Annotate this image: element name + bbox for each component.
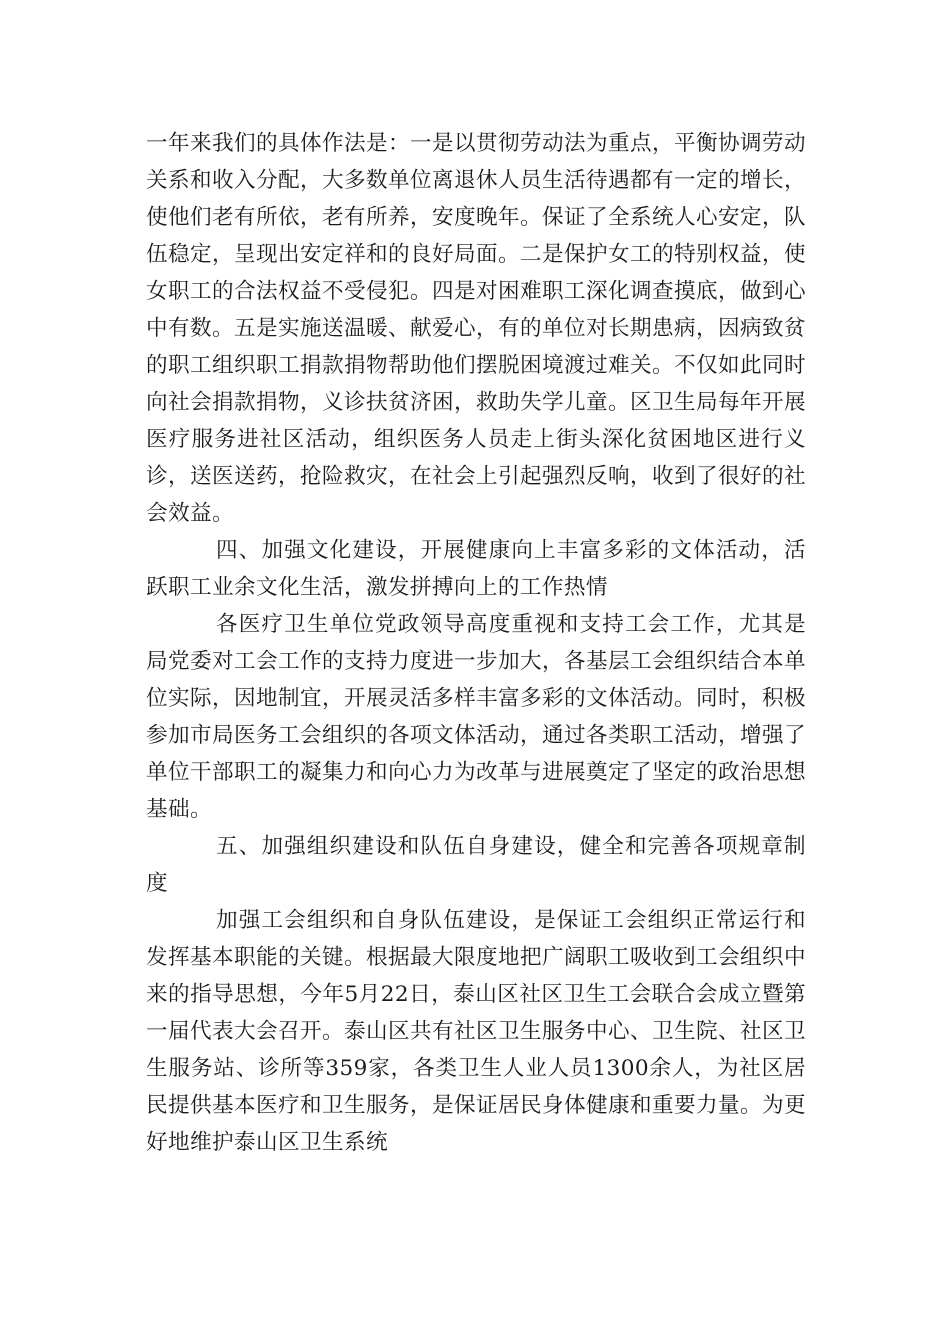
body-paragraph-3: 加强工会组织和自身队伍建设，是保证工会组织正常运行和发挥基本职能的关键。根据最大限度地把广阔职工吸收到工会组织中来的指导思想，今年5月22日，泰山区社区卫生工会联合会成立暨第一届代表大会召开。泰山区共有社区卫生服务中心、卫生院、社区卫生服务站、诊所等359家，各类卫生人业人员1300余人，为社区居民提供基本医疗和卫生服务，是保证居民身体健康和重要力量。为更好地维护泰山区卫生系统	[146, 908, 806, 1155]
document-page	[146, 125, 806, 1161]
section-heading-5: 五、加强组织建设和队伍自身建设，健全和完善各项规章制度	[146, 834, 806, 896]
section-heading-4: 四、加强文化建设，开展健康向上丰富多彩的文体活动，活跃职工业余文化生活，激发拼搏向上的工作热情	[146, 538, 806, 600]
body-paragraph-2: 各医疗卫生单位党政领导高度重视和支持工会工作，尤其是局党委对工会工作的支持力度进一步加大，各基层工会组织结合本单位实际，因地制宜，开展灵活多样丰富多彩的文体活动。同时，积极参加市局医务工会组织的各项文体活动，通过各类职工活动，增强了单位干部职工的凝集力和向心力为改革与进展奠定了坚定的政治思想基础。	[146, 612, 806, 822]
body-paragraph-1: 一年来我们的具体作法是：一是以贯彻劳动法为重点，平衡协调劳动关系和收入分配，大多数单位离退休人员生活待遇都有一定的增长，使他们老有所依，老有所养，安度晚年。保证了全系统人心安定，队伍稳定，呈现出安定祥和的良好局面。二是保护女工的特别权益，使女职工的合法权益不受侵犯。四是对困难职工深化调查摸底，做到心中有数。五是实施送温暖、献爱心，有的单位对长期患病，因病致贫的职工组织职工捐款捐物帮助他们摆脱困境渡过难关。不仅如此同时向社会捐款捐物，义诊扶贫济困，救助失学儿童。区卫生局每年开展医疗服务进社区活动，组织医务人员走上街头深化贫困地区进行义诊，送医送药，抢险救灾，在社会上引起强烈反响，收到了很好的社会效益。	[146, 131, 806, 526]
